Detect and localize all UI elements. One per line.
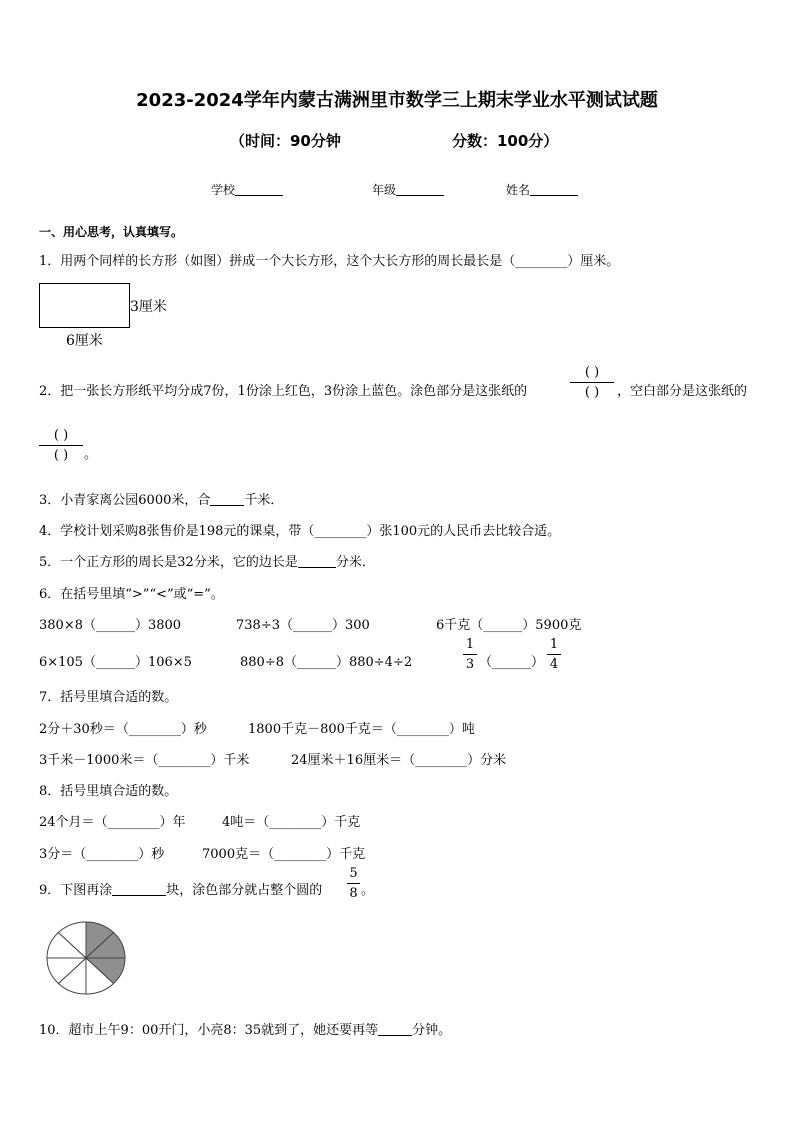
exam-time: （时间：90分钟 [230,132,341,150]
blank-fraction-blank [39,428,83,463]
fraction-denominator: ( ) [53,448,69,463]
question-6: 6．在括号里填“>”“<”或“=”。 [39,587,224,602]
conversion-item: 3千米－1000米＝（________）千米 [39,753,250,768]
question-5-text: 5．一个正方形的周长是32分米，它的边长是 [39,555,298,570]
fraction-denominator: 3 [465,657,475,672]
fraction-denominator: 4 [549,657,559,672]
page-title: 2023-2024学年内蒙古满洲里市数学三上期末学业水平测试试题 [136,90,658,111]
question-9-end: 。 [361,883,375,898]
question-10 [39,1019,451,1038]
fraction-bar [547,654,561,655]
question-2-text-b: ，空白部分是这张纸的 [617,384,748,399]
rectangle-height-label: 3厘米 [130,299,167,315]
question-1: 1．用两个同样的长方形（如图）拼成一个大长方形，这个大长方形的周长最长是（________）厘米。 [39,254,620,269]
grade-field [372,181,444,198]
answer-blank [210,492,244,506]
exam-score: 分数：100分） [452,132,559,150]
name-blank [530,183,578,196]
question-3 [39,489,283,508]
compare-item: 738÷3（______）300 [236,618,370,633]
fraction-one-fourth [547,637,561,672]
question-4: 4．学校计划采购8张售价是198元的课桌，带（________）张100元的人民币去比较合适。 [39,524,561,539]
question-3-unit: 千米． [244,493,284,508]
compare-item: 880÷8（______）880÷4÷2 [240,655,413,670]
fraction-numerator: ( ) [584,365,600,380]
name-label: 姓名 [506,183,531,197]
answer-blank [298,554,336,568]
question-10-unit: 分钟。 [412,1023,452,1038]
fraction-numerator: 5 [349,866,358,881]
fraction-bar [570,382,614,383]
conversion-item: 7000克＝（________）千克 [202,847,366,862]
fraction-denominator: ( ) [584,385,600,400]
grade-blank [396,183,444,196]
conversion-item: 3分＝（________）秒 [39,847,165,862]
question-9 [39,879,322,898]
fraction-bar [39,445,83,446]
conversion-item: 4吨＝（________）千克 [222,815,361,830]
fraction-five-eighths [347,866,360,901]
fraction-numerator: 1 [465,637,475,652]
question-7: 7．括号里填合适的数。 [39,690,178,705]
question-9-text-b: 块，涂色部分就占整个圆的 [166,883,323,898]
answer-blank [378,1022,412,1036]
question-2-text: 2．把一张长方形纸平均分成7份，1份涂上红色，3份涂上蓝色。涂色部分是这张纸的 [39,384,528,399]
divided-circle-figure [44,920,128,996]
compare-item: 380×8（______）3800 [39,618,182,633]
compare-item: 6千克（______）5900克 [436,618,582,633]
name-field [506,181,578,198]
fraction-numerator: ( ) [53,428,69,443]
grade-label: 年级 [372,183,397,197]
conversion-item: 2分＋30秒＝（________）秒 [39,722,207,737]
school-field [211,181,283,198]
compare-item: 6×105（______）106×5 [39,655,192,670]
fraction-one-third [463,637,477,672]
rectangle-width-label: 6厘米 [66,333,103,349]
school-label: 学校 [211,183,236,197]
question-5 [39,551,375,570]
school-blank [235,183,283,196]
question-3-text: 3．小青家离公园6000米，合 [39,493,211,508]
section-heading: 一、用心思考，认真填写。 [39,225,184,239]
colored-fraction-blank [570,365,614,400]
question-2-end: 。 [84,447,98,462]
fraction-bar [347,883,360,884]
fraction-denominator: 8 [349,886,358,901]
fraction-bar [463,654,477,655]
compare-blank: （______） [479,655,545,670]
conversion-item: 1800千克－800千克＝（________）吨 [248,722,475,737]
rectangle-figure [39,283,130,328]
question-2 [39,380,527,399]
fraction-numerator: 1 [549,637,559,652]
conversion-item: 24个月＝（________）年 [39,815,186,830]
question-8: 8．括号里填合适的数。 [39,784,178,799]
conversion-item: 24厘米＋16厘米＝（________）分米 [291,753,507,768]
question-5-unit: 分米． [335,555,375,570]
question-9-text: 9．下图再涂 [39,883,113,898]
question-10-text: 10．超市上午9：00开门，小亮8：35就到了，她还要再等 [39,1023,379,1038]
answer-blank [112,882,166,896]
